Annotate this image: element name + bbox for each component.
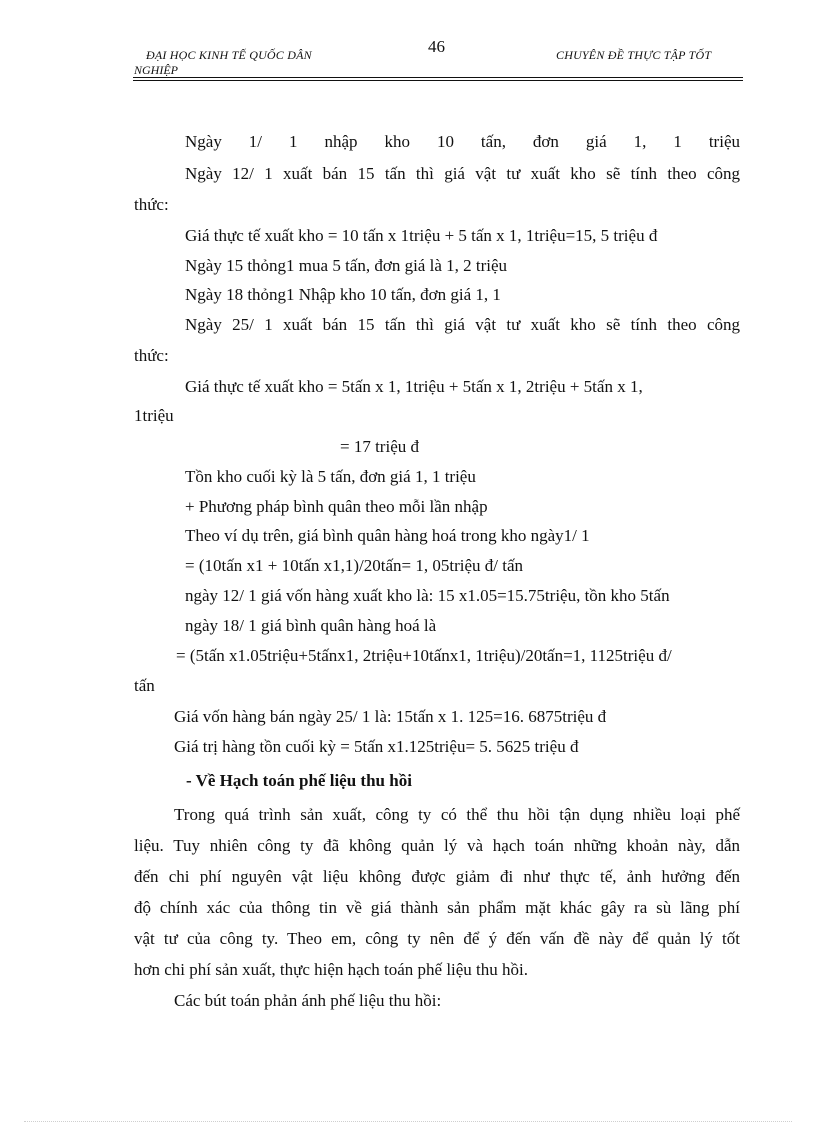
header-report-title: CHUYÊN ĐỀ THỰC TẬP TỐT xyxy=(556,48,712,62)
section-heading: - Về Hạch toán phế liệu thu hồi xyxy=(186,771,412,790)
body-line-10: 1triệu xyxy=(134,406,174,425)
body-line-11: = 17 triệu đ xyxy=(340,437,419,456)
paragraph-line-3: đến chi phí nguyên vật liệu không được giảm đi như thực tế, ảnh hưởng đến xyxy=(134,867,740,886)
paragraph-line-7: Các bút toán phản ánh phế liệu thu hồi: xyxy=(174,991,442,1010)
body-line-2: Ngày 12/ 1 xuất bán 15 tấn thì giá vật tư xuất kho sẽ tính theo công xyxy=(185,164,740,183)
body-line-9: Giá thực tế xuất kho = 5tấn x 1, 1triệu + 5tấn x 1, 2triệu + 5tấn x 1, xyxy=(185,377,643,396)
header-university: ĐẠI HỌC KINH TẾ QUỐC DÂN xyxy=(146,48,312,62)
body-line-7: Ngày 25/ 1 xuất bán 15 tấn thì giá vật tư xuất kho sẽ tính theo công xyxy=(185,315,740,334)
header-rule-thick xyxy=(133,80,743,81)
body-line-6: Ngày 18 thỏng1 Nhập kho 10 tấn, đơn giá 1, 1 xyxy=(185,285,501,304)
body-line-4: Giá thực tế xuất kho = 10 tấn x 1triệu + 5 tấn x 1, 1triệu=15, 5 triệu đ xyxy=(185,226,658,245)
paragraph-line-6: hơn chi phí sản xuất, thực hiện hạch toán phế liệu thu hồi. xyxy=(134,960,529,979)
body-line-14: Theo ví dụ trên, giá bình quân hàng hoá trong kho ngày1/ 1 xyxy=(185,526,590,545)
body-line-16: ngày 12/ 1 giá vốn hàng xuất kho là: 15 x1.05=15.75triệu, tồn kho 5tấn xyxy=(185,586,670,605)
body-line-13: + Phương pháp bình quân theo mỗi lần nhập xyxy=(185,497,488,516)
body-line-3: thức: xyxy=(134,195,169,214)
header-rule-thin xyxy=(133,77,743,78)
body-line-17: ngày 18/ 1 giá bình quân hàng hoá là xyxy=(185,616,437,635)
paragraph-line-4: độ chính xác của thông tin về giá thành sản phẩm mặt khác gây ra sù lãng phí xyxy=(134,898,740,917)
page-number: 46 xyxy=(428,37,445,56)
body-line-5: Ngày 15 thỏng1 mua 5 tấn, đơn giá là 1, 2 triệu xyxy=(185,256,508,275)
paragraph-line-5: vật tư của công ty. Theo em, công ty nên để ý đến vấn đề này để quản lý tốt xyxy=(134,929,740,948)
body-line-18: = (5tấn x1.05triệu+5tấnx1, 2triệu+10tấnx1, 1triệu)/20tấn=1, 1125triệu đ/ xyxy=(176,646,672,665)
body-line-12: Tồn kho cuối kỳ là 5 tấn, đơn giá 1, 1 triệu xyxy=(185,467,476,486)
paragraph-line-1: Trong quá trình sản xuất, công ty có thể thu hồi tận dụng nhiều loại phế xyxy=(174,805,740,824)
header-university-continued: NGHIỆP xyxy=(134,63,178,77)
body-line-8: thức: xyxy=(134,346,169,365)
body-line-1: Ngày 1/ 1 nhập kho 10 tấn, đơn giá 1, 1 triệu xyxy=(185,132,740,151)
paragraph-line-2: liệu. Tuy nhiên công ty đã không quản lý và hạch toán những khoản này, dẫn xyxy=(134,836,740,855)
footer-dotted-rule xyxy=(24,1121,792,1122)
body-line-20: Giá vốn hàng bán ngày 25/ 1 là: 15tấn x 1. 125=16. 6875triệu đ xyxy=(174,707,607,726)
body-line-21: Giá trị hàng tồn cuối kỳ = 5tấn x1.125triệu= 5. 5625 triệu đ xyxy=(174,737,579,756)
body-line-15: = (10tấn x1 + 10tấn x1,1)/20tấn= 1, 05triệu đ/ tấn xyxy=(185,556,524,575)
body-line-19: tấn xyxy=(134,676,155,695)
